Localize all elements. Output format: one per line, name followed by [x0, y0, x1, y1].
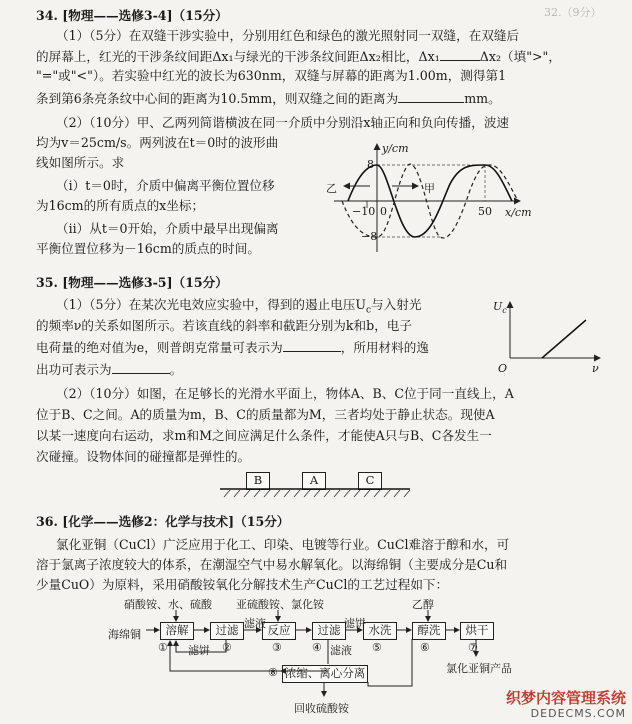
step-filter-1: 过滤 — [210, 622, 244, 640]
q34-line6: 均为v＝25cm/s。两列波在t＝0时的波形曲 — [36, 135, 279, 150]
q35-line5: （2）（10分）如图，在足够长的光滑水平面上，物体A、B、C位于同一直线上，A — [56, 386, 514, 401]
q34-line8: （i）t＝0时，介质中偏离平衡位置位移 — [56, 178, 275, 193]
label-jia: 甲 — [424, 182, 435, 195]
cake-label-1: 滤饼 — [188, 644, 210, 657]
step-dry: 烘干 — [460, 622, 494, 640]
tick-label-neg8: −8 — [361, 230, 378, 243]
q34-line3: "="或"<"）。若实验中红光的波长为630nm，双缝与屏幕的距离为1.00m，测得第1 — [36, 68, 507, 83]
q34-line4-text: 条到第6条亮条纹中心间的距离为10.5mm，则双缝之间的距离为 — [36, 91, 399, 106]
q34-heading: 34. [物理——选修3-4]（15分） — [36, 8, 228, 23]
tick-label-50: 50 — [478, 205, 492, 218]
answer-blank — [440, 48, 480, 61]
step-number-8: ⑧ — [268, 666, 278, 679]
filtrate-label-3: 滤液 — [330, 644, 352, 657]
step-alcohol-wash: 醇洗 — [412, 622, 446, 640]
q35-line3-text: 电荷量的绝对值为e，则普朗克常量可表示为 — [36, 340, 283, 355]
step-dissolve: 溶解 — [160, 622, 194, 640]
step-react: 反应 — [262, 622, 296, 640]
q36-heading: 36. [化学——选修2：化学与技术]（15分） — [36, 514, 290, 529]
site-watermark — [506, 690, 626, 720]
label-yi: 乙 — [326, 182, 337, 195]
q35-line6: 位于B、C之间。A的质量为m，B、C的质量都为M，三者均处于静止状态。现使A — [36, 407, 495, 422]
answer-blank — [112, 361, 170, 374]
q35-line7: 以某一速度向右运动，求m和M之间应满足什么条件，才能使A只与B、C各发生一 — [36, 428, 492, 443]
nu-axis-label: ν — [592, 362, 599, 375]
step-number-7: ⑦ — [468, 641, 478, 654]
wave-graph — [330, 140, 530, 258]
q34-line4-tail: mm。 — [464, 91, 501, 106]
tick-label-0: 0 — [380, 205, 387, 218]
q34-line9: 为16cm的所有质点的x坐标； — [36, 198, 205, 213]
q35-heading: 35. [物理——选修3-5]（15分） — [36, 275, 228, 290]
step-concentrate: 浓缩、离心分离 — [282, 665, 368, 683]
q34-line1: （1）（5分）在双缝干涉实验中，分别用红色和绿色的激光照射同一双缝，在双缝后 — [56, 28, 520, 43]
origin-label: O — [498, 362, 508, 375]
q34-line2-tail: Δx₂（填">"， — [479, 49, 561, 64]
step-number-1: ① — [158, 641, 168, 654]
uc-nu-graph — [490, 296, 610, 372]
block-a: A — [302, 472, 326, 490]
reagent-label-1: 硝酸铵、水、硫酸 — [124, 598, 212, 611]
q36-line1: 氯化亚铜（CuCl）广泛应用于化工、印染、电镀等行业。CuCl难溶于醇和水，可 — [56, 537, 510, 552]
tick-label-8: 8 — [367, 158, 374, 171]
filtrate-label-2: 滤饼 — [344, 617, 366, 630]
q35-line8: 次碰撞。设物体间的碰撞都是弹性的。 — [36, 449, 251, 464]
raw-material-label: 海绵铜 — [108, 628, 141, 641]
step-wash: 水洗 — [363, 622, 397, 640]
uc-axis-label — [493, 300, 507, 315]
q35-line4-text: 出功可表示为 — [36, 362, 112, 377]
q35-line3 — [36, 339, 429, 356]
step-number-3: ③ — [272, 641, 282, 654]
y-axis-label: y/cm — [382, 142, 409, 155]
q35-line4 — [36, 361, 182, 378]
q35-line4-tail: 。 — [169, 362, 183, 377]
answer-blank — [398, 90, 464, 103]
q34-line7: 线如图所示。求 — [36, 155, 125, 170]
uc-label-sub: c — [502, 306, 507, 316]
q34-line10: （ii）从t＝0开始，介质中最早出现偏离 — [56, 221, 279, 236]
product-label: 氯化亚铜产品 — [446, 662, 512, 675]
uc-nu-line — [542, 320, 586, 358]
q35-line3-tail: ，所用材料的逸 — [340, 340, 429, 355]
x-axis-label: x/cm — [505, 206, 532, 219]
answer-blank — [283, 339, 341, 352]
q35-line1-text: （1）（5分）在某次光电效应实验中，得到的遏止电压U — [56, 297, 366, 312]
horizontal-surface — [220, 488, 410, 498]
q36-line3: 少量CuO）为原料，采用硝酸铵氧化分解技术生产CuCl的工艺过程如下： — [36, 577, 449, 592]
tick-label-neg10: −10 — [352, 205, 376, 218]
q34-line2 — [36, 48, 561, 65]
q34-line5: （2）（10分）甲、乙两列简谐横波在同一介质中分别沿x轴正向和负向传播，波速 — [56, 115, 510, 130]
q34-line2-text: 的屏幕上，红光的干涉条纹间距Δx₁与绿光的干涉条纹间距Δx₂相比，Δx₁ — [36, 49, 440, 64]
filtrate-label-1: 滤液 — [244, 617, 266, 630]
q36-line2: 溶于氯离子浓度较大的体系，在潮湿空气中易水解氧化。以海绵铜（主要成分是Cu和 — [36, 557, 508, 572]
step-number-2: ② — [222, 641, 232, 654]
step-number-5: ⑤ — [372, 641, 382, 654]
watermark-url: DEDECMS.COM — [530, 707, 626, 720]
step-filter-2: 过滤 — [312, 622, 346, 640]
q34-line11: 平衡位置位移为－16cm的质点的时间。 — [36, 241, 260, 256]
block-b: B — [246, 472, 270, 490]
q35-line1 — [56, 297, 421, 319]
block-c: C — [358, 472, 382, 490]
reagent-label-2: 亚硫酸铵、氯化铵 — [236, 598, 324, 611]
uc-label: U — [493, 300, 503, 313]
recovered-label: 回收硫酸铵 — [294, 702, 349, 715]
q35-line2: 的频率ν的关系如图所示。若该直线的斜率和截距分别为k和b，电子 — [36, 318, 412, 333]
step-number-6: ⑥ — [420, 641, 430, 654]
reagent-label-ethanol: 乙醇 — [412, 598, 434, 611]
q34-line4 — [36, 90, 501, 107]
bleed-through-mark: 32.（9分） — [544, 6, 602, 19]
q35-line1-tail: 与入射光 — [371, 297, 422, 312]
watermark-brand: 织梦内容管理系统 — [505, 689, 626, 707]
uc-subscript: c — [366, 305, 372, 316]
step-number-4: ④ — [312, 641, 322, 654]
